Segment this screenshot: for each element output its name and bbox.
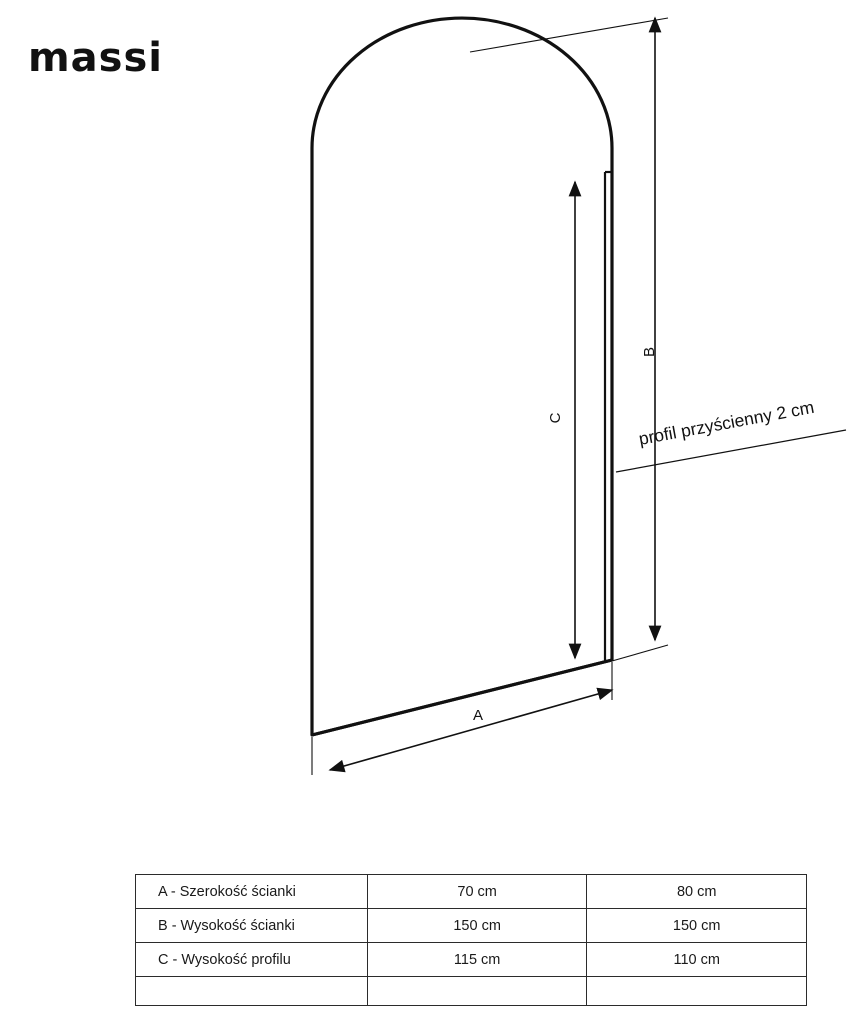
dimension-a-line — [312, 662, 612, 775]
label-b: B — [641, 346, 658, 358]
label-c: C — [547, 412, 564, 424]
row-label: B - Wysokość ścianki — [136, 909, 368, 943]
row-variant-2: 150 cm — [587, 909, 807, 943]
table-row — [136, 943, 807, 977]
dimension-b-line — [470, 18, 668, 661]
row-variant-1 — [367, 977, 587, 1006]
profile-note-label: profil przyścienny 2 cm — [637, 396, 816, 449]
table-row — [136, 909, 807, 943]
row-label: A - Szerokość ścianki — [136, 875, 368, 909]
dimensions-table — [135, 874, 807, 1006]
row-variant-2 — [587, 977, 807, 1006]
row-variant-1: 115 cm — [367, 943, 587, 977]
table-row — [136, 977, 807, 1006]
table-row — [136, 875, 807, 909]
label-a: A — [472, 707, 484, 724]
row-variant-1: 70 cm — [367, 875, 587, 909]
row-label: C - Wysokość profilu — [136, 943, 368, 977]
row-variant-2: 110 cm — [587, 943, 807, 977]
glass-panel-outline — [312, 18, 612, 735]
row-variant-2: 80 cm — [587, 875, 807, 909]
wall-profile-strip — [605, 172, 612, 661]
logo-wordmark: massi — [28, 35, 163, 81]
row-label — [136, 977, 368, 1006]
row-variant-1: 150 cm — [367, 909, 587, 943]
